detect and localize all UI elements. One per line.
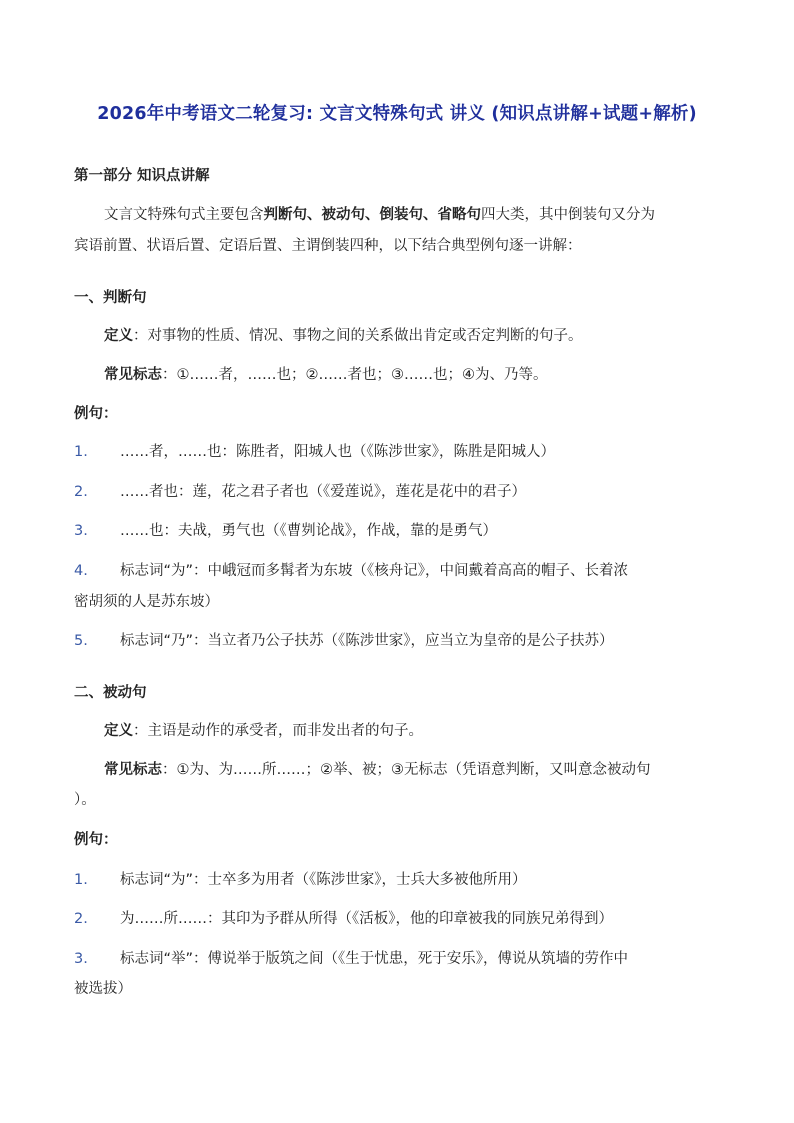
- list-item: 标志词“举”：傅说举于版筑之间（《生于忧患，死于安乐》，傅说从筑墙的劳作中: [120, 951, 629, 967]
- examples-label: 例句：: [74, 406, 118, 422]
- markers-line: [104, 364, 548, 386]
- markers-label: 常见标志: [104, 762, 162, 778]
- list-item: ……也：夫战，勇气也（《曹刿论战》，作战，靠的是勇气）: [120, 523, 497, 539]
- section-heading-judgment: 一、判断句: [74, 290, 147, 306]
- list-item-continuation: 被选拔）: [74, 981, 132, 997]
- list-number: 3.: [74, 523, 88, 539]
- markers-text: ：①……者，……也；②……者也；③……也；④为、乃等。: [162, 367, 548, 383]
- list-number: 1.: [74, 444, 88, 460]
- list-item: ……者，……也：陈胜者，阳城人也（《陈涉世家》，陈胜是阳城人）: [120, 444, 555, 460]
- list-item: 为……所……：其印为予群从所得（《活板》，他的印章被我的同族兄弟得到）: [120, 911, 613, 927]
- markers-line: [104, 759, 651, 781]
- intro-text-pre: 文言文特殊句式主要包含: [104, 207, 264, 223]
- examples-label: 例句：: [74, 832, 118, 848]
- list-number: 2.: [74, 484, 88, 500]
- list-item-continuation: 密胡须的人是苏东坡）: [74, 594, 219, 610]
- definition-label: 定义: [104, 328, 133, 344]
- intro-text-bold: 判断句、被动句、倒装句、省略句: [263, 207, 481, 223]
- list-number: 3.: [74, 951, 88, 967]
- list-number: 4.: [74, 563, 88, 579]
- part-heading: 第一部分 知识点讲解: [74, 168, 210, 184]
- list-number: 5.: [74, 633, 88, 649]
- list-item: 标志词“为”：中峨冠而多髯者为东坡（《核舟记》，中间戴着高高的帽子、长着浓: [120, 563, 629, 579]
- intro-line-2: 宾语前置、状语后置、定语后置、主谓倒装四种，以下结合典型例句逐一讲解：: [74, 238, 582, 254]
- section-heading-passive: 二、被动句: [74, 685, 147, 701]
- markers-text: ：①为、为……所……；②举、被；③无标志（凭语意判断，又叫意念被动句: [162, 762, 651, 778]
- intro-line-1: [104, 204, 655, 226]
- document-title: 2026年中考语文二轮复习: 文言文特殊句式 讲义 (知识点讲解+试题+解析): [97, 104, 697, 124]
- definition-line: [104, 325, 583, 347]
- list-number: 1.: [74, 872, 88, 888]
- list-item: 标志词“为”：士卒多为用者（《陈涉世家》，士兵大多被他所用）: [120, 872, 527, 888]
- definition-line: [104, 720, 423, 742]
- definition-text: ：主语是动作的承受者，而非发出者的句子。: [133, 723, 423, 739]
- definition-label: 定义: [104, 723, 133, 739]
- list-item: ……者也：莲，花之君子者也（《爱莲说》，莲花是花中的君子）: [120, 484, 526, 500]
- markers-continuation: ）。: [74, 792, 96, 808]
- intro-text-post: 四大类，其中倒装句又分为: [481, 207, 655, 223]
- list-number: 2.: [74, 911, 88, 927]
- markers-label: 常见标志: [104, 367, 162, 383]
- list-item: 标志词“乃”：当立者乃公子扶苏（《陈涉世家》，应当立为皇帝的是公子扶苏）: [120, 633, 614, 649]
- definition-text: ：对事物的性质、情况、事物之间的关系做出肯定或否定判断的句子。: [133, 328, 583, 344]
